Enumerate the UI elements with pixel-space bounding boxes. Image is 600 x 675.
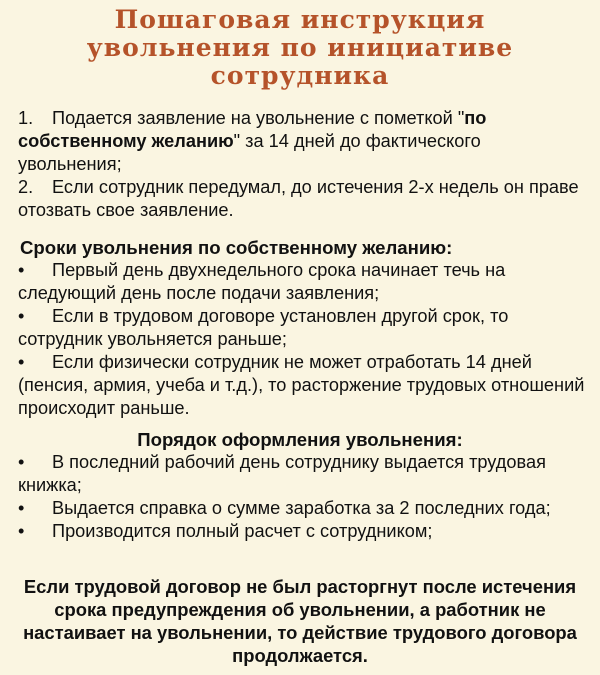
steps-list <box>18 107 588 222</box>
section-2-item <box>18 520 588 543</box>
section-2-item-text: В последний рабочий день сотруднику выдается трудовая книжка; <box>18 452 546 495</box>
closing-note: Если трудовой договор не был расторгнут после истечения срока предупреждения об увольнении, а работник не настаивает на увольнении, то действие трудового договора продолжается. <box>23 576 577 666</box>
step-1-text-end: " за 14 дней до фактического увольнения; <box>18 131 481 174</box>
section-2-item <box>18 497 588 520</box>
section-1-item-text: Если физически сотрудник не может отработать 14 дней (пенсия, армия, учеба и т.д.), то расторжение трудовых отношений происходит раньше. <box>18 352 585 418</box>
step-2-text: Если сотрудник передумал, до истечения 2-х недель он праве отозвать свое заявление. <box>18 177 579 220</box>
step-1-number: 1. <box>18 108 34 128</box>
bullet-icon: • <box>18 498 25 518</box>
section-2-item <box>18 451 588 497</box>
section-1-item <box>18 259 588 305</box>
section-1-heading: Сроки увольнения по собственному желанию: <box>20 237 453 258</box>
title-line-1: Пошаговая инструкция <box>114 5 486 34</box>
title-line-3: сотрудника <box>210 61 390 90</box>
title-line-2: увольнения по инициативе <box>86 33 514 62</box>
bullet-icon: • <box>18 521 25 541</box>
section-1-list <box>18 259 588 420</box>
step-1 <box>18 107 588 176</box>
section-1-item-text: Первый день двухнедельного срока начинает течь на следующий день после подачи заявления; <box>18 260 506 303</box>
bullet-icon: • <box>18 452 25 472</box>
page-title <box>0 6 600 90</box>
section-2-item-text: Выдается справка о сумме заработка за 2 последних года; <box>52 498 551 518</box>
bullet-icon: • <box>18 352 25 372</box>
bullet-icon: • <box>18 260 25 280</box>
section-2-heading: Порядок оформления увольнения: <box>137 429 463 450</box>
section-2-list <box>18 451 588 543</box>
step-2-number: 2. <box>18 177 34 197</box>
bullet-icon: • <box>18 306 25 326</box>
section-2-item-text: Производится полный расчет с сотрудником; <box>52 521 433 541</box>
section-1-item <box>18 351 588 420</box>
section-1-item-text: Если в трудовом договоре установлен другой срок, то сотрудник увольняется раньше; <box>18 306 509 349</box>
step-1-text-start: Подается заявление на увольнение с пометкой " <box>52 108 465 128</box>
step-1-emphasis: по собственному желанию <box>18 108 487 151</box>
step-2 <box>18 176 588 222</box>
section-1-item <box>18 305 588 351</box>
